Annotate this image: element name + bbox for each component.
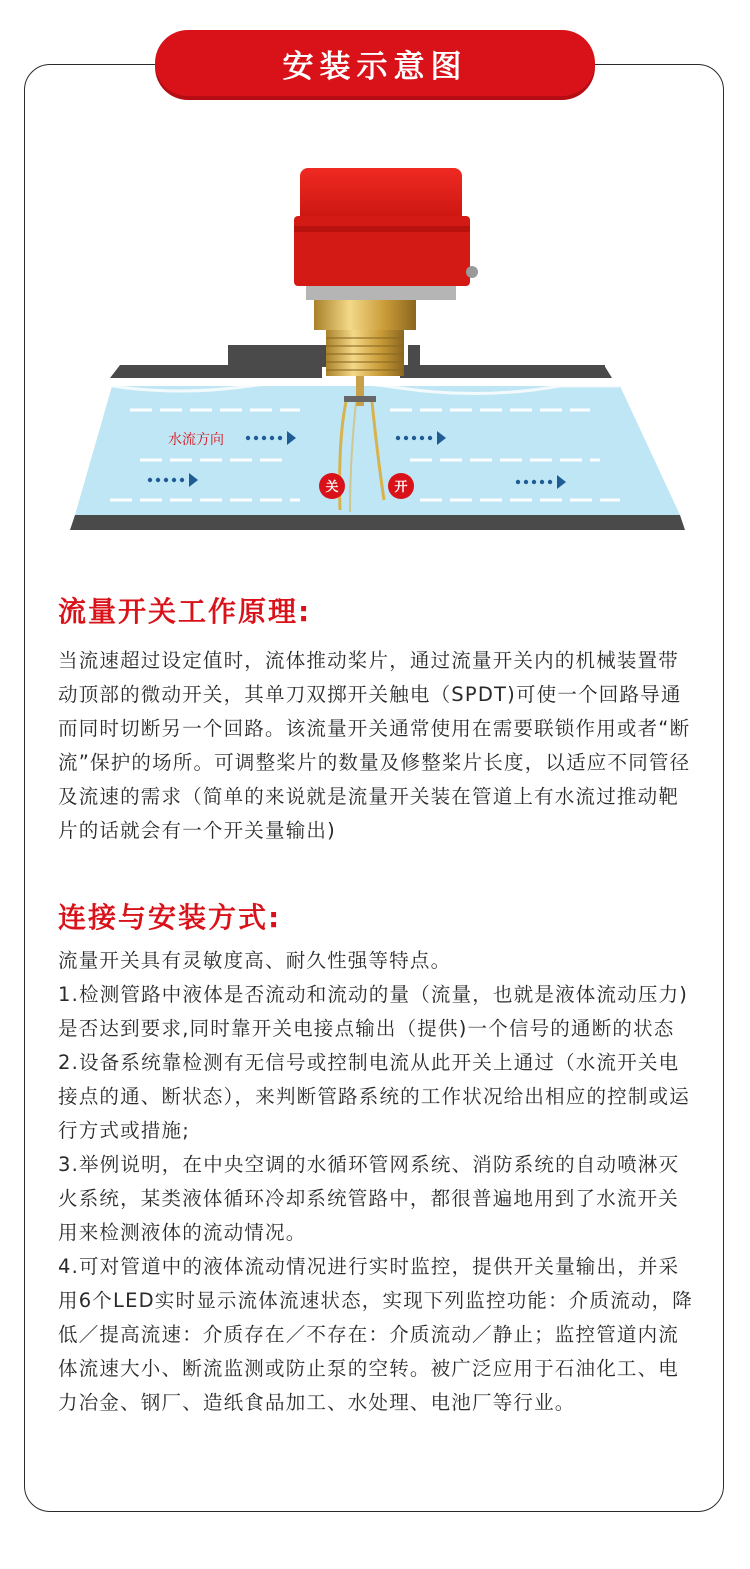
principle-text: 当流速超过设定值时，流体推动桨片，通过流量开关内的机械装置带动顶部的微动开关，其单刀双掷开关触电（SPDT)可使一个回路导通而同时切断另一个回路。该流量开关通常使用在需要联锁作用或者“断流”保护的场所。可调整桨片的数量及修整桨片长度，以适应不同管径及流速的需求（简单的来说就是流量开关装在管道上有水流过推动靶片的话就会有一个开关量输出): [58, 649, 691, 842]
svg-text:开: 开: [394, 480, 408, 495]
installation-line: 3.举例说明，在中央空调的水循环管网系统、消防系统的自动喷淋灭火系统，某类液体循环冷却系统管路中，都很普遍地用到了水流开关用来检测液体的流动情况。: [58, 1153, 680, 1244]
installation-line: 2.设备系统靠检测有无信号或控制电流从此开关上通过（水流开关电接点的通、断状态），来判断管路系统的工作状况给出相应的控制或运行方式或措施;: [58, 1051, 690, 1142]
installation-line: 1.检测管路中液体是否流动和流动的量（流量，也就是液体流动压力)是否达到要求,同时靠开关电接点输出（提供)一个信号的通断的状态: [58, 983, 689, 1040]
installation-diagram: [0, 160, 750, 540]
brass-fitting: [314, 300, 416, 376]
svg-text:关: 关: [325, 480, 339, 495]
installation-line: 流量开关具有灵敏度高、耐久性强等特点。: [58, 949, 452, 972]
section-heading-principle: 流量开关工作原理:: [58, 595, 312, 628]
pipe-wall-bottom: [70, 515, 685, 530]
installation-text: [58, 944, 698, 1420]
section-heading-installation: 连接与安装方式:: [58, 901, 282, 934]
installation-line: 4.可对管道中的液体流动情况进行实时监控，提供开关量输出，并采用6个LED实时显示流体流速状态，实现下列监控功能：介质流动，降低／提高流速：介质存在／不存在：介质流动／静止；监控管道内流体流速大小、断流监测或防止泵的空转。被广泛应用于石油化工、电力冶金、钢厂、造纸食品加工、水处理、电池厂等行业。: [58, 1255, 694, 1414]
page-title: 安装示意图: [155, 30, 595, 96]
flow-switch-housing: [294, 168, 478, 300]
on-badge: [388, 473, 414, 499]
flow-direction-label: 水流方向: [168, 432, 224, 448]
off-badge: [319, 473, 345, 499]
